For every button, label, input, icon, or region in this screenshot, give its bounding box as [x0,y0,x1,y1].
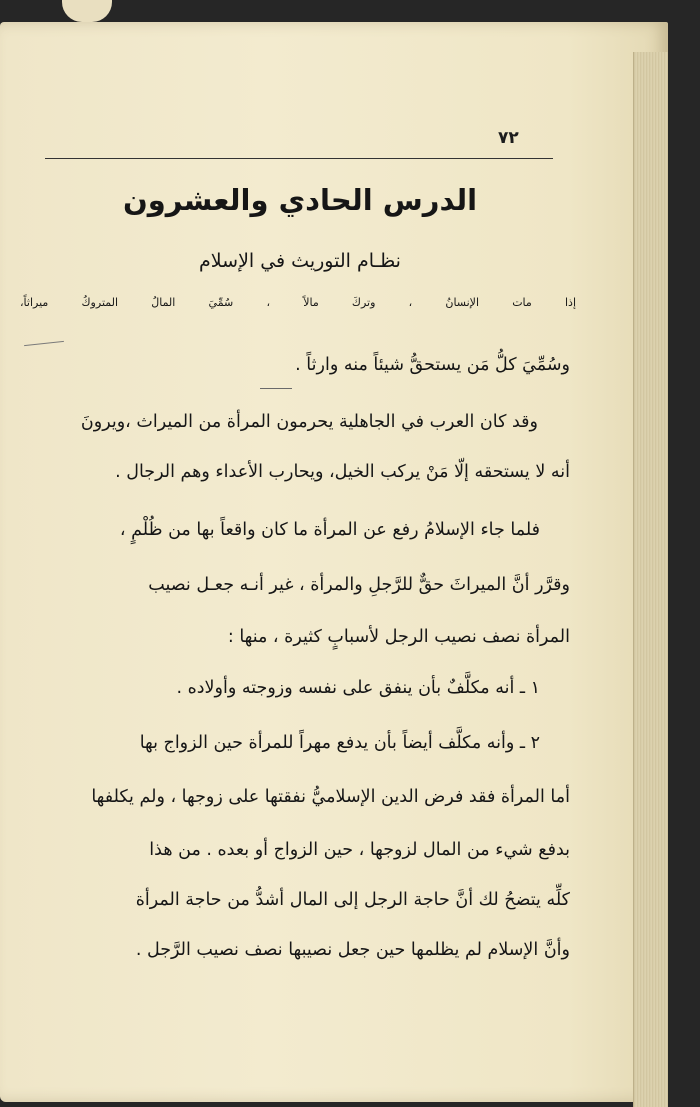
paragraph-line-5: فلما جاء الإسلامُ رفع عن المرأة ما كان واقعاً بها من ظُلْمٍ ، [119,520,540,540]
paragraph-line-7: المرأة نصف نصيب الرجل لأسبابٍ كثيرة ، منها : [227,627,570,647]
lesson-subtitle: نظـام التوريث في الإسلام [199,250,401,272]
page-number: ٧٢ [498,128,519,148]
paragraph-line-1: إذا مات الإنسانُ ، وتركَ مالاً ، سُمِّيَ المالُ المتروكُ ميراثاً، [20,296,576,309]
list-item-2: ٢ ـ وأنه مكلَّف أيضاً بأن يدفع مهراً للمرأة حين الزواج بها [139,733,540,753]
page-tab-shadow [62,0,112,22]
paragraph-line-6: وقرَّر أنَّ الميراثَ حقٌّ للرَّجلِ والمرأة ، غير أنـه جعـل نصيب [148,575,570,595]
paragraph-line-4: أنه لا يستحقه إلّا مَنْ يركب الخيل، ويحارب الأعداء وهم الرجال . [115,462,570,482]
header-rule [45,158,553,159]
paragraph-line-10: أما المرأة فقد فرض الدين الإسلاميُّ نفقتها على زوجها ، ولم يكلفها [91,787,570,807]
list-item-1: ١ ـ أنه مكلَّفٌ بأن ينفق على نفسه وزوجته وأولاده . [176,678,540,698]
pencil-underline [260,388,292,389]
page-edges [633,52,668,1107]
paragraph-line-3: وقد كان العرب في الجاهلية يحرمون المرأة من الميراث ،ويرونَ [80,412,538,432]
paragraph-line-11: بدفع شيء من المال لزوجها ، حين الزواج أو بعده . من هذا [149,840,570,860]
paragraph-line-13: وأنَّ الإسلام لم يظلمها حين جعل نصيبها نصف نصيب الرَّجل . [135,940,570,960]
lesson-title: الدرس الحادي والعشرون [122,183,478,217]
paragraph-line-2: وسُمِّيَ كلُّ مَن يستحقُّ شيئاً منه وارثاً . [295,355,570,375]
paragraph-line-12: كلِّه يتضحُ لك أنَّ حاجة الرجل إلى المال أشدُّ من حاجة المرأة [135,890,570,910]
